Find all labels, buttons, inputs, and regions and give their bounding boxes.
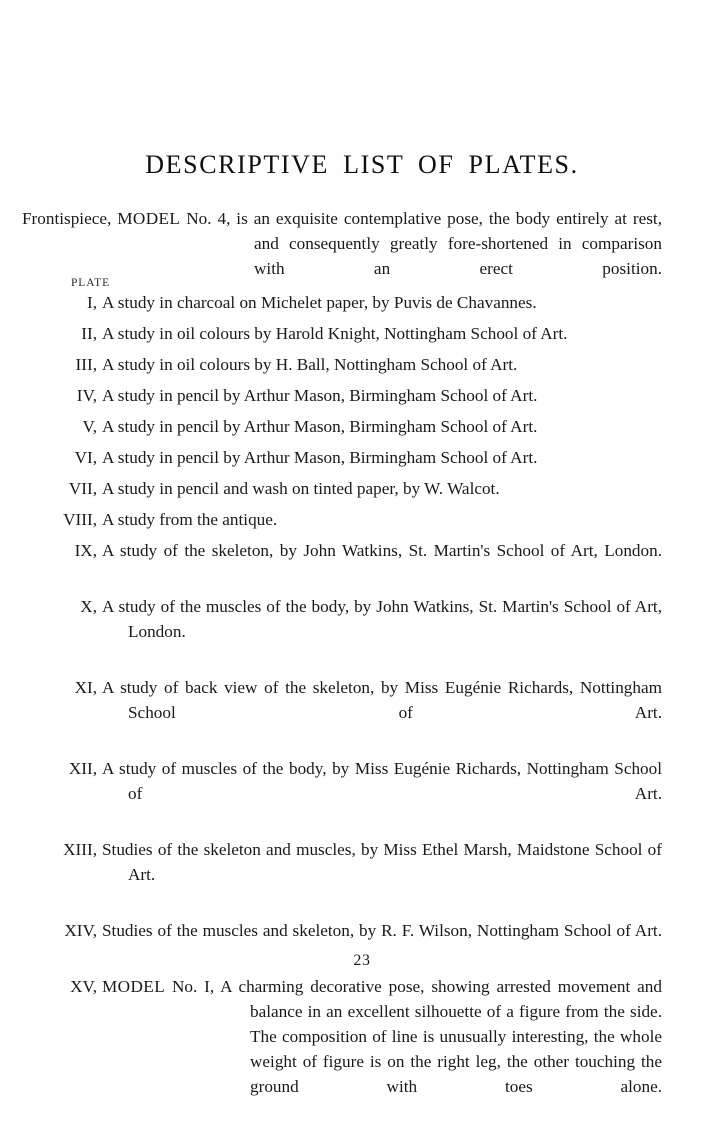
page-title: DESCRIPTIVE LIST OF PLATES.	[145, 150, 579, 179]
final-plate-model-smallcaps: MODEL	[102, 977, 166, 996]
plate-numeral: XIII,	[63, 840, 97, 859]
final-plate-body: A charming decorative pose, showing arrested movement and balance in an excellent silhouette of a figure from the side. The composition of line is unusually interesting, the whole weight of figure is on the right leg, the other touching the ground with toes alone.	[214, 977, 662, 1096]
plate-description: A study in charcoal on Michelet paper, by Puvis de Chavannes.	[102, 293, 537, 312]
final-plate-model-number: No. I,	[165, 977, 215, 996]
plate-entry-iii	[22, 352, 662, 377]
plate-numeral: XV,	[70, 977, 97, 996]
plate-entry-xiii	[22, 837, 662, 912]
plate-numeral: XI,	[74, 678, 97, 697]
plate-entry-x	[22, 594, 662, 669]
plate-description: A study of the skeleton, by John Watkins, St. Martin's School of Art, London.	[102, 541, 662, 560]
plate-description: A study from the antique.	[102, 510, 278, 529]
plate-description: A study in oil colours by Harold Knight, Nottingham School of Art.	[102, 324, 568, 343]
plate-description: A study of the muscles of the body, by John Watkins, St. Martin's School of Art, London.	[102, 597, 662, 641]
plate-description: Studies of the muscles and skeleton, by R. F. Wilson, Nottingham School of Art.	[102, 921, 662, 940]
frontispiece-lead: Frontispiece,	[22, 209, 118, 228]
plate-numeral: IV,	[76, 386, 97, 405]
page-number: 23	[353, 952, 371, 969]
plate-numeral: VIII,	[63, 510, 97, 529]
plate-entry-ix	[22, 538, 662, 588]
plate-numeral: II,	[81, 324, 97, 343]
plate-numeral: VI,	[74, 448, 97, 467]
plate-numeral: I,	[86, 293, 97, 312]
plate-entry-iv	[22, 383, 662, 408]
plate-description: A study in oil colours by H. Ball, Nottingham School of Art.	[102, 355, 518, 374]
plate-entry-vii	[22, 476, 662, 501]
plate-numeral: V,	[82, 417, 97, 436]
plate-description	[102, 974, 662, 1124]
plate-entry-xi	[22, 675, 662, 750]
plate-column-label: PLATE	[71, 277, 110, 289]
plate-entry-i	[22, 290, 662, 315]
plate-description: A study of muscles of the body, by Miss Eugénie Richards, Nottingham School of Art.	[102, 759, 662, 803]
plate-entry-xii	[22, 756, 662, 831]
plate-entry-v	[22, 414, 662, 439]
plate-numeral: VII,	[68, 479, 97, 498]
frontispiece-body: is an exquisite contemplative pose, the body entirely at rest, and consequently greatly fore-shortened in comparison with an erect position.	[230, 209, 662, 278]
plate-description: A study of back view of the skeleton, by Miss Eugénie Richards, Nottingham School of Art.	[102, 678, 662, 722]
plate-entry-xv	[22, 974, 662, 1124]
plate-description: Studies of the skeleton and muscles, by Miss Ethel Marsh, Maidstone School of Art.	[102, 840, 662, 884]
frontispiece-model-number: No. 4,	[180, 209, 231, 228]
plate-numeral: XIV,	[64, 921, 97, 940]
plate-description: A study in pencil by Arthur Mason, Birmingham School of Art.	[102, 386, 538, 405]
plate-entry-vi	[22, 445, 662, 470]
plate-description: A study in pencil by Arthur Mason, Birmingham School of Art.	[102, 448, 538, 467]
plate-description: A study in pencil and wash on tinted paper, by W. Walcot.	[102, 479, 500, 498]
plate-list	[22, 290, 662, 1130]
plate-numeral: III,	[75, 355, 97, 374]
plate-entry-ii	[22, 321, 662, 346]
plate-entry-viii	[22, 507, 662, 532]
plate-description: A study in pencil by Arthur Mason, Birmingham School of Art.	[102, 417, 538, 436]
plate-numeral: XII,	[68, 759, 97, 778]
plate-numeral: IX,	[74, 541, 97, 560]
plate-numeral: X,	[80, 597, 97, 616]
frontispiece-model-smallcaps: MODEL	[117, 209, 181, 228]
